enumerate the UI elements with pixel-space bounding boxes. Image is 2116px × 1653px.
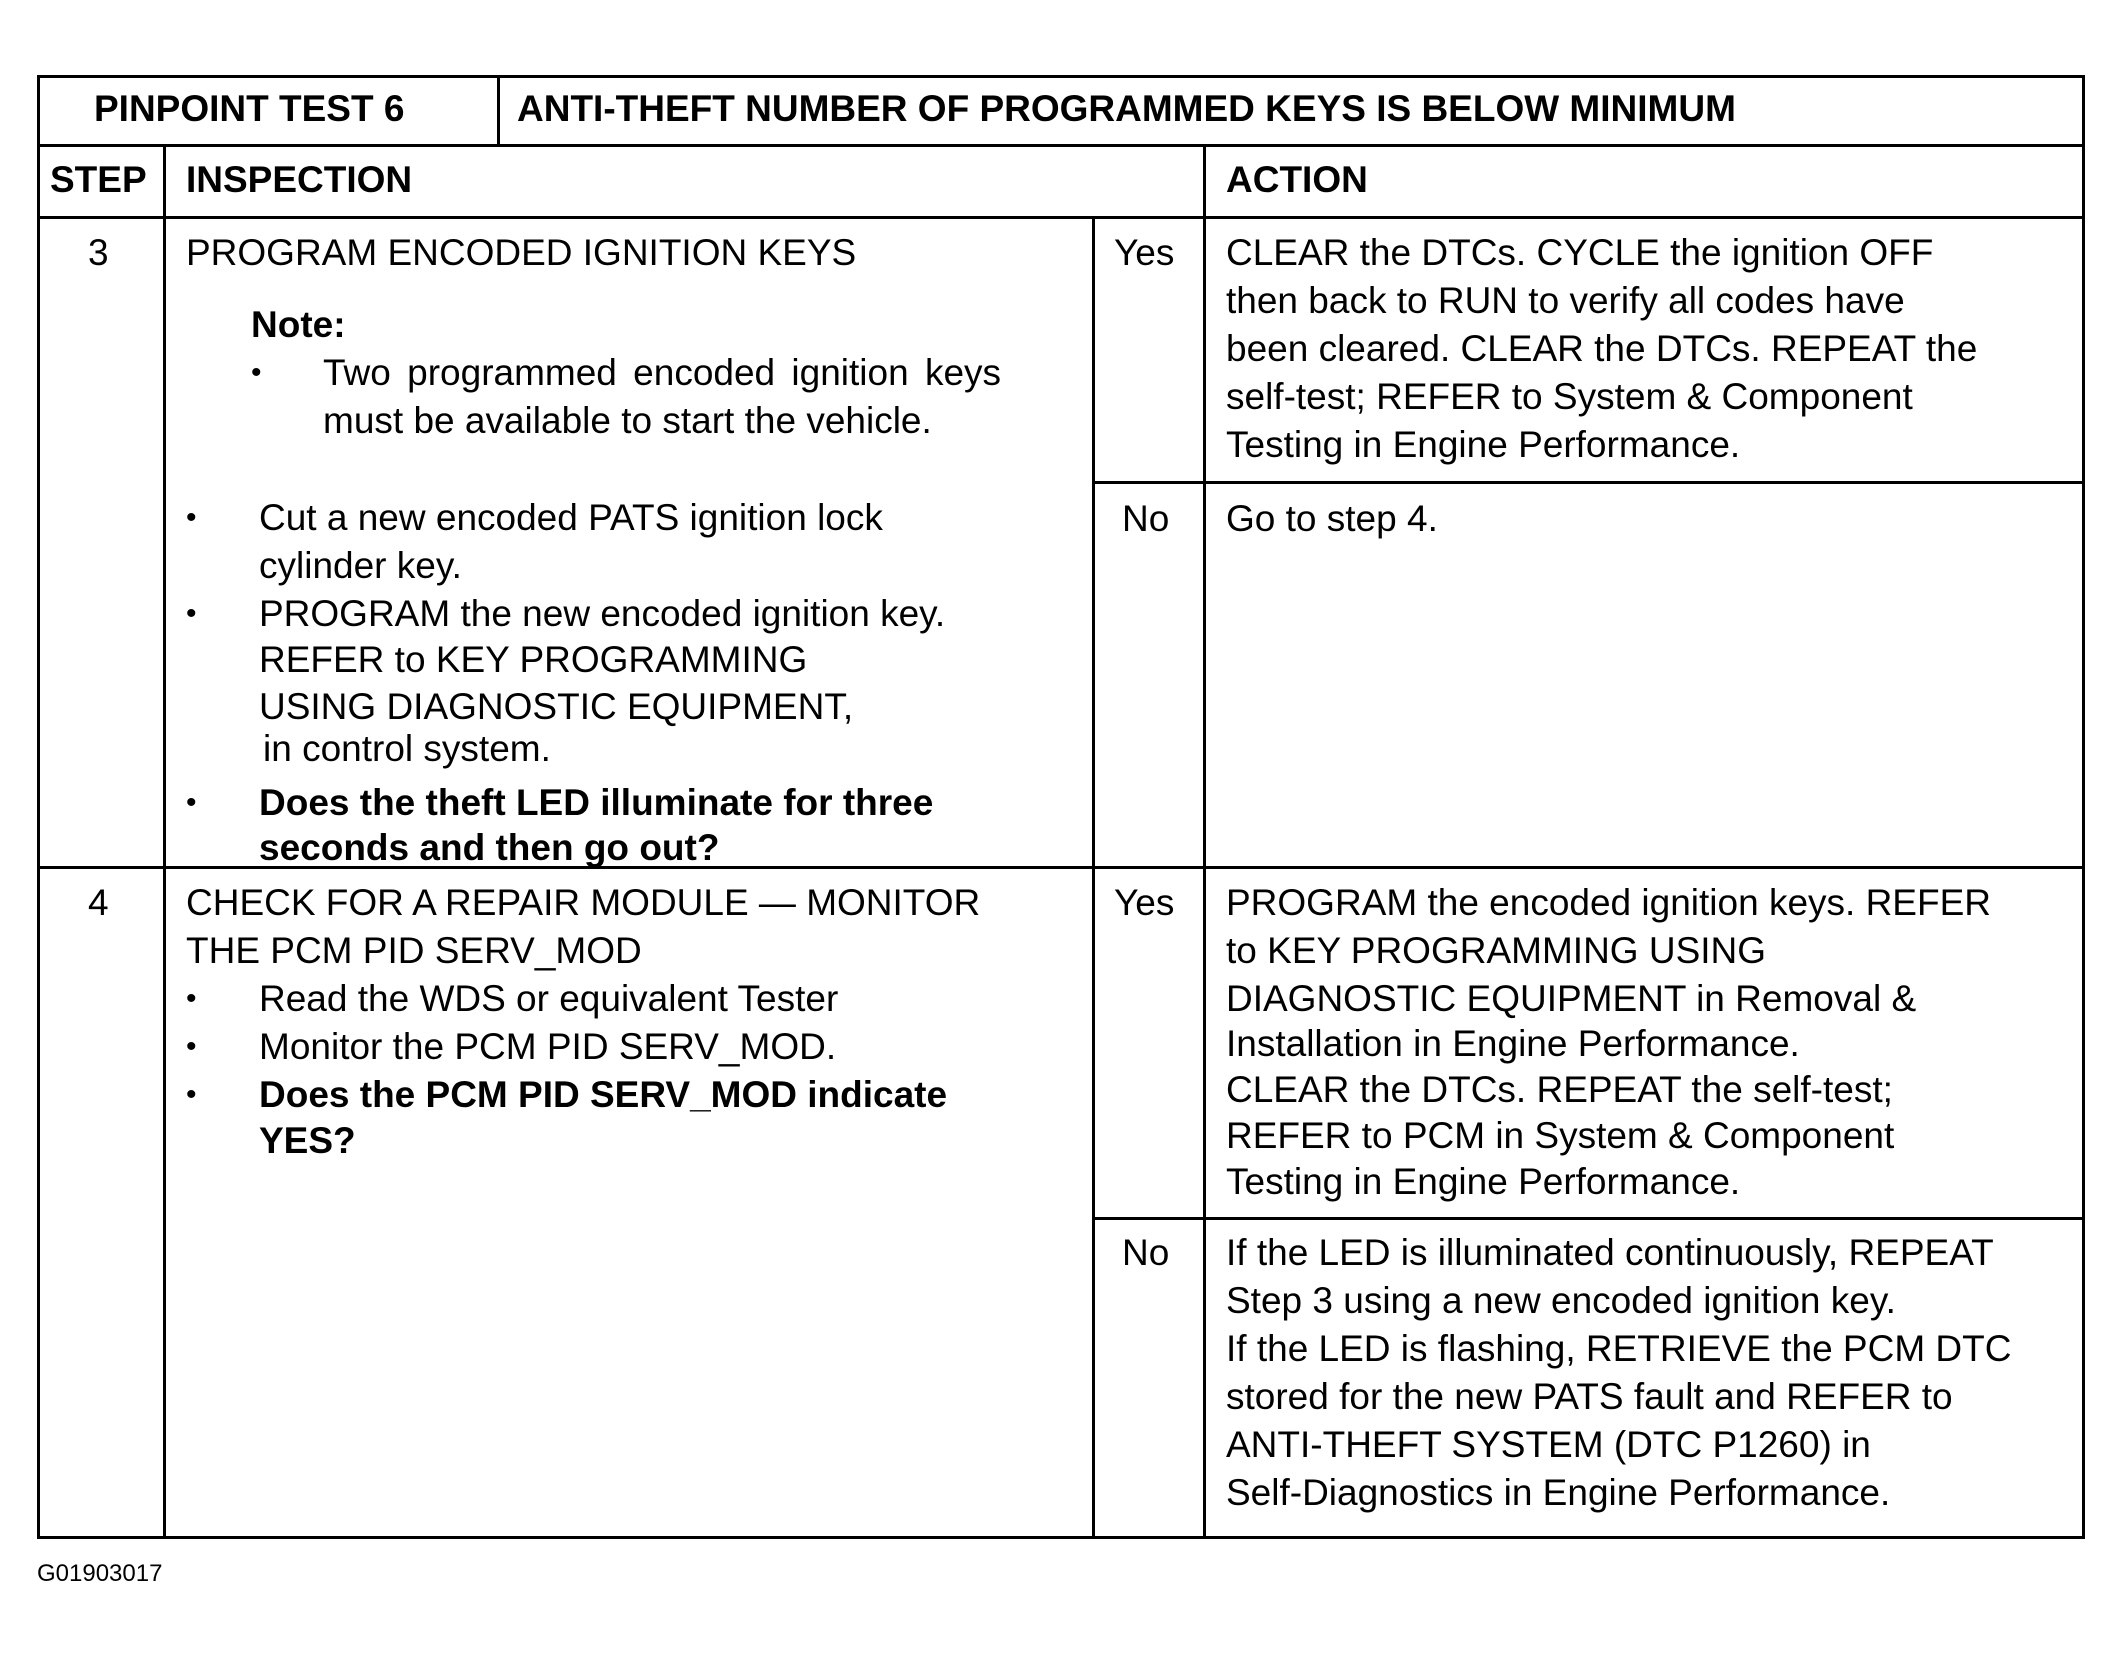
rule-step4-yes-bottom	[1092, 1217, 2082, 1220]
step-3-no-label: No	[1122, 498, 1170, 539]
step-4-bullet-3-line-1: Does the PCM PID SERV_MOD indicate	[259, 1074, 948, 1115]
step-3-bullet-3-line-1: Does the theft LED illuminate for three	[259, 782, 934, 823]
rule-step3-yes-bottom	[1092, 481, 2082, 484]
test-title: ANTI-THEFT NUMBER OF PROGRAMMED KEYS IS BELOW MINIMUM	[517, 88, 1736, 129]
step-4-no-action-3: If the LED is flashing, RETRIEVE the PCM DTC	[1226, 1328, 2012, 1369]
step-3-note-bullet: •	[251, 356, 262, 389]
step-4-yes-action-7: Testing in Engine Performance.	[1226, 1161, 1741, 1202]
step-3-yes-action-1: CLEAR the DTCs. CYCLE the ignition OFF	[1226, 232, 1934, 273]
step-4-yes-label: Yes	[1114, 882, 1175, 923]
step-4-bullet-1: •	[186, 982, 197, 1015]
test-label: PINPOINT TEST 6	[94, 88, 405, 129]
step-4-bullet-1-text: Read the WDS or equivalent Tester	[259, 978, 839, 1019]
step-3-yes-action-5: Testing in Engine Performance.	[1226, 424, 1741, 465]
step-4-no-action-6: Self-Diagnostics in Engine Performance.	[1226, 1472, 1891, 1513]
step-4-no-action-4: stored for the new PATS fault and REFER to	[1226, 1376, 1953, 1417]
step-3-bullet-2-line-2: REFER to KEY PROGRAMMING	[259, 639, 808, 680]
step-3-yes-action-4: self-test; REFER to System & Component	[1226, 376, 1913, 417]
step-4-no-action-1: If the LED is illuminated continuously, REPEAT	[1226, 1232, 1994, 1273]
step-3-bullet-2-line-3: USING DIAGNOSTIC EQUIPMENT,	[259, 686, 854, 727]
step-4-no-label: No	[1122, 1232, 1170, 1273]
step-3-bullet-2-line-4: in control system.	[263, 728, 551, 769]
step-3-title: PROGRAM ENCODED IGNITION KEYS	[186, 232, 857, 273]
step-4-yes-action-3: DIAGNOSTIC EQUIPMENT in Removal &	[1226, 978, 1917, 1019]
step-4-yes-action-2: to KEY PROGRAMMING USING	[1226, 930, 1767, 971]
rule-header-divider	[497, 78, 500, 144]
step-3-bullet-2: •	[186, 597, 197, 630]
step-4-title-line-2: THE PCM PID SERV_MOD	[186, 930, 642, 971]
column-action: ACTION	[1226, 159, 1368, 200]
column-step: STEP	[50, 159, 147, 200]
step-3-note-label: Note:	[251, 304, 346, 345]
step-3-bullet-1-line-1: Cut a new encoded PATS ignition lock	[259, 497, 883, 538]
step-3-yes-label: Yes	[1114, 232, 1175, 273]
step-4-no-action-2: Step 3 using a new encoded ignition key.	[1226, 1280, 1896, 1321]
rule-inspection-col	[1092, 216, 1095, 1539]
step-4-bullet-2: •	[186, 1030, 197, 1063]
step-4-number: 4	[88, 882, 109, 923]
step-3-bullet-1-line-2: cylinder key.	[259, 545, 462, 586]
step-4-bullet-2-text: Monitor the PCM PID SERV_MOD.	[259, 1026, 837, 1067]
step-4-bullet-3-line-2: YES?	[259, 1120, 356, 1161]
step-4-yes-action-6: REFER to PCM in System & Component	[1226, 1115, 1895, 1156]
step-3-bullet-3: •	[186, 786, 197, 819]
step-3-bullet-1: •	[186, 501, 197, 534]
step-3-bullet-3-line-2: seconds and then go out?	[259, 827, 720, 868]
step-3-number: 3	[88, 232, 109, 273]
step-3-no-action-1: Go to step 4.	[1226, 498, 1438, 539]
figure-code: G01903017	[37, 1560, 163, 1587]
column-inspection: INSPECTION	[186, 159, 413, 200]
step-4-no-action-5: ANTI-THEFT SYSTEM (DTC P1260) in	[1226, 1424, 1871, 1465]
step-4-title-line-1: CHECK FOR A REPAIR MODULE — MONITOR	[186, 882, 981, 923]
step-4-bullet-3: •	[186, 1078, 197, 1111]
step-3-note-line-1: Two programmed encoded ignition keys	[323, 352, 1002, 393]
pinpoint-test-table	[37, 75, 2085, 1539]
rule-columns-bottom	[40, 216, 2082, 219]
rule-step-col	[163, 144, 166, 1539]
step-4-yes-action-4: Installation in Engine Performance.	[1226, 1023, 1800, 1064]
step-3-yes-action-2: then back to RUN to verify all codes have	[1226, 280, 1905, 321]
step-3-note-line-2: must be available to start the vehicle.	[323, 400, 932, 441]
step-4-yes-action-1: PROGRAM the encoded ignition keys. REFER	[1226, 882, 1991, 923]
step-3-bullet-2-line-1: PROGRAM the new encoded ignition key.	[259, 593, 946, 634]
step-4-yes-action-5: CLEAR the DTCs. REPEAT the self-test;	[1226, 1069, 1893, 1110]
rule-header-bottom	[40, 144, 2082, 147]
step-3-yes-action-3: been cleared. CLEAR the DTCs. REPEAT the	[1226, 328, 1978, 369]
rule-action-col	[1203, 144, 1206, 1539]
